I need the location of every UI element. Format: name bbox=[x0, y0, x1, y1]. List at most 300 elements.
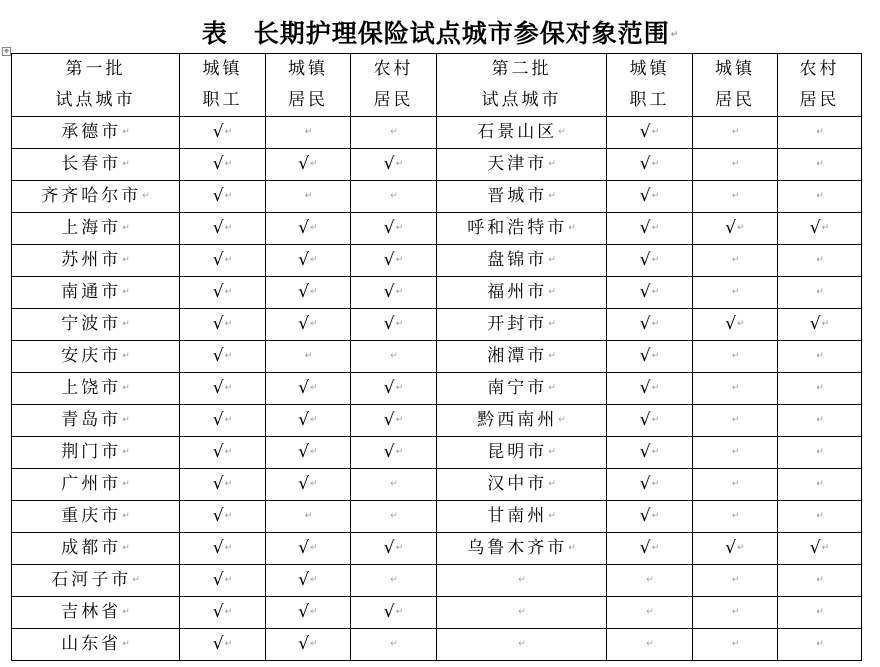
cell-end-mark-icon: ↵ bbox=[224, 415, 233, 425]
city-name: 长春市 bbox=[61, 154, 122, 174]
cell-end-mark-icon: ↵ bbox=[395, 319, 404, 329]
city-cell bbox=[12, 629, 180, 661]
coverage-cell bbox=[693, 181, 778, 213]
check-mark: √ bbox=[639, 186, 651, 206]
check-mark: √ bbox=[212, 218, 224, 238]
cell-end-mark-icon: ↵ bbox=[390, 575, 398, 585]
coverage-cell bbox=[693, 213, 778, 245]
city-cell bbox=[12, 501, 180, 533]
city-cell bbox=[12, 437, 180, 469]
cell-end-mark-icon: ↵ bbox=[731, 511, 740, 521]
cell-end-mark-icon: ↵ bbox=[548, 255, 556, 265]
coverage-cell bbox=[180, 565, 266, 597]
check-mark: √ bbox=[383, 250, 395, 270]
cell-end-mark-icon: ↵ bbox=[548, 191, 556, 201]
check-mark: √ bbox=[298, 282, 310, 302]
cell-end-mark-icon: ↵ bbox=[816, 415, 824, 425]
city-cell bbox=[12, 213, 180, 245]
coverage-cell bbox=[351, 117, 437, 149]
coverage-cell bbox=[693, 469, 778, 501]
cell-end-mark-icon: ↵ bbox=[548, 511, 556, 521]
coverage-cell bbox=[351, 373, 437, 405]
cell-end-mark-icon: ↵ bbox=[224, 383, 233, 393]
table-row bbox=[12, 405, 862, 437]
cell-end-mark-icon: ↵ bbox=[310, 383, 318, 393]
cell-end-mark-icon: ↵ bbox=[122, 447, 130, 457]
cell-end-mark-icon: ↵ bbox=[395, 543, 404, 553]
coverage-cell bbox=[693, 341, 778, 373]
city-cell bbox=[12, 597, 180, 629]
cell-end-mark-icon: ↵ bbox=[731, 575, 740, 585]
coverage-cell bbox=[180, 533, 266, 565]
cell-end-mark-icon: ↵ bbox=[816, 127, 824, 137]
cell-end-mark-icon: ↵ bbox=[390, 351, 398, 361]
check-mark: √ bbox=[212, 570, 224, 590]
cell-end-mark-icon: ↵ bbox=[518, 639, 526, 649]
coverage-cell bbox=[351, 597, 437, 629]
cell-end-mark-icon: ↵ bbox=[132, 575, 140, 585]
coverage-cell bbox=[778, 437, 862, 469]
coverage-cell bbox=[607, 213, 693, 245]
cell-end-mark-icon: ↵ bbox=[651, 287, 660, 297]
coverage-cell bbox=[351, 565, 437, 597]
coverage-cell bbox=[180, 341, 266, 373]
city-cell bbox=[12, 117, 180, 149]
city-name: 重庆市 bbox=[61, 506, 122, 526]
check-mark: √ bbox=[639, 538, 651, 558]
cell-end-mark-icon: ↵ bbox=[731, 383, 740, 393]
check-mark: √ bbox=[383, 154, 395, 174]
cell-end-mark-icon: ↵ bbox=[651, 511, 660, 521]
coverage-cell bbox=[351, 149, 437, 181]
header-cell bbox=[778, 54, 862, 117]
check-mark: √ bbox=[298, 602, 310, 622]
city-cell bbox=[437, 149, 607, 181]
table-row bbox=[12, 277, 862, 309]
cell-end-mark-icon: ↵ bbox=[731, 415, 740, 425]
table-row bbox=[12, 341, 862, 373]
cell-end-mark-icon: ↵ bbox=[731, 351, 740, 361]
cell-end-mark-icon: ↵ bbox=[737, 223, 745, 233]
coverage-cell bbox=[266, 501, 351, 533]
coverage-cell bbox=[351, 405, 437, 437]
coverage-cell bbox=[351, 277, 437, 309]
cell-end-mark-icon: ↵ bbox=[122, 607, 130, 617]
cell-end-mark-icon: ↵ bbox=[310, 255, 318, 265]
coverage-cell bbox=[266, 533, 351, 565]
cell-end-mark-icon: ↵ bbox=[122, 127, 130, 137]
cell-end-mark-icon: ↵ bbox=[122, 255, 130, 265]
coverage-cell bbox=[693, 501, 778, 533]
coverage-cell bbox=[180, 437, 266, 469]
coverage-cell bbox=[180, 373, 266, 405]
cell-end-mark-icon: ↵ bbox=[390, 639, 398, 649]
coverage-cell bbox=[180, 213, 266, 245]
city-name: 吉林省 bbox=[61, 602, 122, 622]
header-text: 第二批 bbox=[491, 59, 552, 79]
city-name: 宁波市 bbox=[61, 314, 122, 334]
cell-end-mark-icon: ↵ bbox=[518, 607, 526, 617]
city-cell bbox=[12, 341, 180, 373]
city-name: 开封市 bbox=[487, 314, 548, 334]
coverage-cell bbox=[693, 437, 778, 469]
cell-end-mark-icon: ↵ bbox=[731, 479, 740, 489]
coverage-cell bbox=[266, 117, 351, 149]
coverage-cell bbox=[180, 181, 266, 213]
cell-end-mark-icon: ↵ bbox=[310, 607, 318, 617]
cell-end-mark-icon: ↵ bbox=[395, 159, 404, 169]
cell-end-mark-icon: ↵ bbox=[731, 607, 740, 617]
coverage-cell bbox=[607, 565, 693, 597]
check-mark: √ bbox=[639, 506, 651, 526]
table-row bbox=[12, 373, 862, 405]
city-name: 乌鲁木齐市 bbox=[467, 538, 568, 558]
city-name: 青岛市 bbox=[61, 410, 122, 430]
city-cell bbox=[437, 341, 607, 373]
check-mark: √ bbox=[809, 218, 821, 238]
coverage-cell bbox=[778, 277, 862, 309]
cell-end-mark-icon: ↵ bbox=[731, 191, 740, 201]
cell-end-mark-icon: ↵ bbox=[548, 447, 556, 457]
header-cell bbox=[607, 54, 693, 117]
cell-end-mark-icon: ↵ bbox=[558, 127, 566, 137]
coverage-cell bbox=[607, 181, 693, 213]
cell-end-mark-icon: ↵ bbox=[122, 287, 130, 297]
header-text: 居民 bbox=[715, 90, 755, 110]
cell-end-mark-icon: ↵ bbox=[568, 543, 576, 553]
cell-end-mark-icon: ↵ bbox=[224, 543, 233, 553]
header-text: 居民 bbox=[373, 90, 414, 110]
header-text: 居民 bbox=[799, 90, 840, 110]
check-mark: √ bbox=[383, 538, 395, 558]
check-mark: √ bbox=[383, 602, 395, 622]
coverage-cell bbox=[693, 629, 778, 661]
cell-end-mark-icon: ↵ bbox=[651, 543, 660, 553]
check-mark: √ bbox=[212, 122, 224, 142]
cell-end-mark-icon: ↵ bbox=[224, 447, 233, 457]
city-name: 荆门市 bbox=[61, 442, 122, 462]
check-mark: √ bbox=[212, 186, 224, 206]
coverage-cell bbox=[607, 501, 693, 533]
cell-end-mark-icon: ↵ bbox=[568, 223, 576, 233]
city-cell bbox=[12, 277, 180, 309]
check-mark: √ bbox=[809, 538, 821, 558]
check-mark: √ bbox=[639, 154, 651, 174]
coverage-cell bbox=[607, 437, 693, 469]
cell-end-mark-icon: ↵ bbox=[816, 575, 824, 585]
coverage-cell bbox=[180, 149, 266, 181]
coverage-cell bbox=[266, 597, 351, 629]
city-cell bbox=[12, 405, 180, 437]
check-mark: √ bbox=[383, 410, 395, 430]
cell-end-mark-icon: ↵ bbox=[395, 415, 404, 425]
cell-end-mark-icon: ↵ bbox=[304, 351, 313, 361]
cell-end-mark-icon: ↵ bbox=[224, 127, 233, 137]
header-text: 城镇 bbox=[629, 59, 670, 79]
coverage-cell bbox=[607, 277, 693, 309]
coverage-cell bbox=[693, 117, 778, 149]
cell-end-mark-icon: ↵ bbox=[395, 287, 404, 297]
coverage-cell bbox=[693, 245, 778, 277]
coverage-cell bbox=[607, 469, 693, 501]
check-mark: √ bbox=[212, 378, 224, 398]
coverage-cell bbox=[778, 405, 862, 437]
cell-end-mark-icon: ↵ bbox=[390, 191, 398, 201]
header-text: 职工 bbox=[202, 90, 243, 110]
cell-end-mark-icon: ↵ bbox=[122, 223, 130, 233]
check-mark: √ bbox=[383, 378, 395, 398]
table-title bbox=[0, 14, 880, 50]
cell-end-mark-icon: ↵ bbox=[731, 287, 740, 297]
check-mark: √ bbox=[639, 378, 651, 398]
cell-end-mark-icon: ↵ bbox=[651, 447, 660, 457]
cell-end-mark-icon: ↵ bbox=[310, 639, 318, 649]
city-name: 甘南州 bbox=[487, 506, 548, 526]
coverage-cell bbox=[351, 181, 437, 213]
cell-end-mark-icon: ↵ bbox=[310, 287, 318, 297]
coverage-cell bbox=[778, 245, 862, 277]
cell-end-mark-icon: ↵ bbox=[737, 543, 745, 553]
table-row bbox=[12, 469, 862, 501]
cell-end-mark-icon: ↵ bbox=[224, 607, 233, 617]
check-mark: √ bbox=[298, 538, 310, 558]
coverage-cell bbox=[266, 213, 351, 245]
coverage-cell bbox=[778, 341, 862, 373]
cell-end-mark-icon: ↵ bbox=[224, 319, 233, 329]
cell-end-mark-icon: ↵ bbox=[816, 255, 824, 265]
header-text: 农村 bbox=[799, 59, 840, 79]
cell-end-mark-icon: ↵ bbox=[816, 639, 824, 649]
cell-end-mark-icon: ↵ bbox=[651, 159, 660, 169]
check-mark: √ bbox=[212, 602, 224, 622]
cell-end-mark-icon: ↵ bbox=[224, 575, 233, 585]
city-cell bbox=[12, 533, 180, 565]
city-cell bbox=[437, 629, 607, 661]
cell-end-mark-icon: ↵ bbox=[651, 255, 660, 265]
header-text: 职工 bbox=[629, 90, 670, 110]
city-name: 齐齐哈尔市 bbox=[41, 186, 142, 206]
check-mark: √ bbox=[212, 250, 224, 270]
cell-end-mark-icon: ↵ bbox=[122, 479, 130, 489]
cell-end-mark-icon: ↵ bbox=[224, 287, 233, 297]
coverage-cell bbox=[778, 501, 862, 533]
cell-end-mark-icon: ↵ bbox=[548, 479, 556, 489]
city-name: 天津市 bbox=[487, 154, 548, 174]
check-mark: √ bbox=[639, 442, 651, 462]
city-cell bbox=[12, 181, 180, 213]
cell-end-mark-icon: ↵ bbox=[122, 319, 130, 329]
coverage-cell bbox=[266, 373, 351, 405]
cell-end-mark-icon: ↵ bbox=[646, 607, 654, 617]
cell-end-mark-icon: ↵ bbox=[821, 543, 830, 553]
cell-end-mark-icon: ↵ bbox=[310, 479, 318, 489]
coverage-cell bbox=[351, 213, 437, 245]
check-mark: √ bbox=[212, 506, 224, 526]
table-row bbox=[12, 533, 862, 565]
cell-end-mark-icon: ↵ bbox=[142, 191, 150, 201]
coverage-cell bbox=[778, 373, 862, 405]
cell-end-mark-icon: ↵ bbox=[122, 543, 130, 553]
cell-end-mark-icon: ↵ bbox=[310, 319, 318, 329]
check-mark: √ bbox=[212, 314, 224, 334]
header-text: 第一批 bbox=[65, 59, 126, 79]
city-cell bbox=[437, 469, 607, 501]
cell-end-mark-icon: ↵ bbox=[122, 511, 130, 521]
check-mark: √ bbox=[639, 346, 651, 366]
city-name: 晋城市 bbox=[487, 186, 548, 206]
cell-end-mark-icon: ↵ bbox=[548, 351, 556, 361]
check-mark: √ bbox=[383, 282, 395, 302]
coverage-cell bbox=[266, 565, 351, 597]
table-header-row bbox=[12, 54, 862, 117]
coverage-cell bbox=[180, 277, 266, 309]
coverage-cell bbox=[180, 309, 266, 341]
header-cell bbox=[351, 54, 437, 117]
city-cell bbox=[437, 437, 607, 469]
city-cell bbox=[437, 117, 607, 149]
coverage-cell bbox=[607, 149, 693, 181]
cell-end-mark-icon: ↵ bbox=[651, 351, 660, 361]
check-mark: √ bbox=[639, 250, 651, 270]
cell-end-mark-icon: ↵ bbox=[224, 191, 233, 201]
city-name: 安庆市 bbox=[61, 346, 122, 366]
check-mark: √ bbox=[212, 634, 224, 654]
coverage-cell bbox=[351, 533, 437, 565]
coverage-cell bbox=[266, 405, 351, 437]
cell-end-mark-icon: ↵ bbox=[224, 223, 233, 233]
header-text: 农村 bbox=[373, 59, 414, 79]
table-row bbox=[12, 213, 862, 245]
check-mark: √ bbox=[298, 378, 310, 398]
coverage-cell bbox=[351, 469, 437, 501]
coverage-cell bbox=[693, 597, 778, 629]
table-row bbox=[12, 565, 862, 597]
city-name: 山东省 bbox=[61, 634, 122, 654]
city-name: 南宁市 bbox=[487, 378, 548, 398]
coverage-cell bbox=[693, 309, 778, 341]
city-name: 成都市 bbox=[61, 538, 122, 558]
cell-end-mark-icon: ↵ bbox=[304, 511, 313, 521]
city-cell bbox=[437, 597, 607, 629]
coverage-cell bbox=[266, 437, 351, 469]
paragraph-mark-icon: ↵ bbox=[670, 30, 679, 40]
coverage-cell bbox=[180, 597, 266, 629]
city-cell bbox=[12, 565, 180, 597]
cell-end-mark-icon: ↵ bbox=[310, 575, 318, 585]
check-mark: √ bbox=[639, 410, 651, 430]
coverage-cell bbox=[607, 245, 693, 277]
cell-end-mark-icon: ↵ bbox=[816, 479, 824, 489]
header-text: 居民 bbox=[288, 90, 328, 110]
coverage-cell bbox=[607, 629, 693, 661]
table-title-text: 长期护理保险试点城市参保对象范围 bbox=[253, 19, 670, 48]
check-mark: √ bbox=[212, 410, 224, 430]
check-mark: √ bbox=[298, 474, 310, 494]
city-cell bbox=[12, 309, 180, 341]
header-text: 城镇 bbox=[288, 59, 328, 79]
coverage-cell bbox=[607, 341, 693, 373]
coverage-cell bbox=[266, 341, 351, 373]
check-mark: √ bbox=[725, 314, 737, 334]
header-cell bbox=[266, 54, 351, 117]
check-mark: √ bbox=[639, 122, 651, 142]
city-cell bbox=[437, 565, 607, 597]
cell-end-mark-icon: ↵ bbox=[390, 127, 398, 137]
cell-end-mark-icon: ↵ bbox=[224, 479, 233, 489]
cell-end-mark-icon: ↵ bbox=[816, 511, 824, 521]
cell-end-mark-icon: ↵ bbox=[395, 255, 404, 265]
coverage-cell bbox=[693, 405, 778, 437]
coverage-cell bbox=[180, 469, 266, 501]
coverage-cell bbox=[180, 245, 266, 277]
cell-end-mark-icon: ↵ bbox=[731, 639, 740, 649]
coverage-cell bbox=[778, 117, 862, 149]
coverage-cell bbox=[266, 309, 351, 341]
check-mark: √ bbox=[212, 474, 224, 494]
cell-end-mark-icon: ↵ bbox=[651, 383, 660, 393]
city-name: 黔西南州 bbox=[477, 410, 558, 430]
cell-end-mark-icon: ↵ bbox=[224, 255, 233, 265]
coverage-cell bbox=[693, 533, 778, 565]
table-move-handle-icon[interactable]: ✥ bbox=[3, 48, 10, 55]
coverage-cell bbox=[607, 533, 693, 565]
check-mark: √ bbox=[298, 314, 310, 334]
cell-end-mark-icon: ↵ bbox=[395, 607, 404, 617]
cell-end-mark-icon: ↵ bbox=[737, 319, 745, 329]
cell-end-mark-icon: ↵ bbox=[646, 575, 654, 585]
table-row bbox=[12, 117, 862, 149]
city-name: 呼和浩特市 bbox=[467, 218, 568, 238]
table-row bbox=[12, 309, 862, 341]
cell-end-mark-icon: ↵ bbox=[816, 191, 824, 201]
city-name: 湘潭市 bbox=[487, 346, 548, 366]
city-cell bbox=[437, 213, 607, 245]
coverage-cell bbox=[266, 469, 351, 501]
cell-end-mark-icon: ↵ bbox=[310, 159, 318, 169]
cell-end-mark-icon: ↵ bbox=[816, 351, 824, 361]
check-mark: √ bbox=[383, 442, 395, 462]
table-title-prefix: 表 bbox=[201, 19, 228, 48]
coverage-cell bbox=[778, 469, 862, 501]
table-row bbox=[12, 597, 862, 629]
header-text: 试点城市 bbox=[481, 90, 562, 110]
coverage-cell bbox=[180, 501, 266, 533]
cell-end-mark-icon: ↵ bbox=[731, 159, 740, 169]
cell-end-mark-icon: ↵ bbox=[548, 287, 556, 297]
header-cell bbox=[12, 54, 180, 117]
city-name: 昆明市 bbox=[487, 442, 548, 462]
check-mark: √ bbox=[298, 570, 310, 590]
city-cell bbox=[437, 373, 607, 405]
cell-end-mark-icon: ↵ bbox=[224, 159, 233, 169]
coverage-cell bbox=[607, 309, 693, 341]
city-name: 石景山区 bbox=[477, 122, 558, 142]
table-row bbox=[12, 245, 862, 277]
cell-end-mark-icon: ↵ bbox=[390, 511, 398, 521]
cell-end-mark-icon: ↵ bbox=[651, 479, 660, 489]
cell-end-mark-icon: ↵ bbox=[395, 383, 404, 393]
city-cell bbox=[437, 181, 607, 213]
city-cell bbox=[12, 469, 180, 501]
header-cell bbox=[180, 54, 266, 117]
city-name: 福州市 bbox=[487, 282, 548, 302]
check-mark: √ bbox=[639, 218, 651, 238]
coverage-cell bbox=[693, 373, 778, 405]
city-cell bbox=[437, 277, 607, 309]
coverage-cell bbox=[778, 213, 862, 245]
coverage-cell bbox=[180, 629, 266, 661]
cell-end-mark-icon: ↵ bbox=[310, 543, 318, 553]
